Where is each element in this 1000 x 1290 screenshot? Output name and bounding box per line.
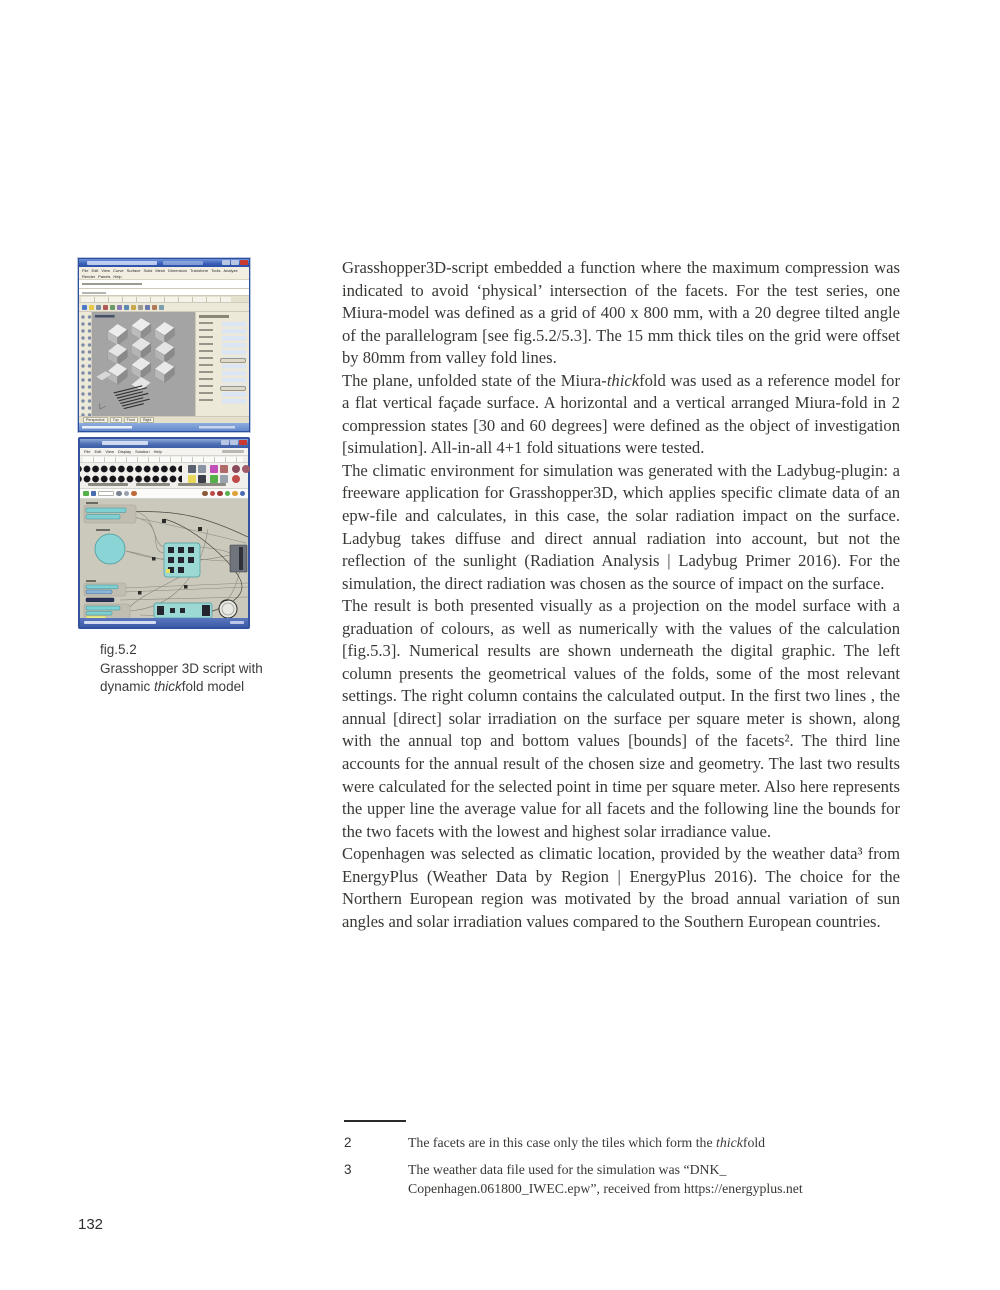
component-icon[interactable]: [220, 465, 228, 473]
footnote-number: 3: [344, 1161, 352, 1177]
rhino-toolbar-tabs[interactable]: [79, 296, 249, 303]
gh-statusbar: [80, 618, 248, 627]
menu-item[interactable]: Render: [82, 273, 96, 279]
viewport-label: [95, 315, 115, 318]
footnotes-list: [344, 1133, 884, 1206]
minimize-icon[interactable]: [222, 260, 230, 265]
gh-menubar[interactable]: [80, 448, 248, 456]
rhino-window-screenshot: [78, 258, 250, 432]
number-slider[interactable]: [86, 606, 120, 610]
menu-item[interactable]: Help: [153, 449, 162, 454]
layer-icon[interactable]: [145, 305, 150, 310]
menu-item[interactable]: Edit: [94, 449, 102, 454]
caption-line: fig.5.2: [100, 642, 137, 657]
caption-line: Grasshopper 3D script with: [100, 660, 263, 676]
rhino-viewport-tabs[interactable]: [79, 416, 249, 424]
gh-definition-graph: [80, 499, 248, 622]
zoom-extents-icon[interactable]: [116, 491, 122, 497]
gh-component-palette[interactable]: [80, 463, 248, 489]
menu-item[interactable]: Surface: [126, 268, 141, 273]
article-text: [342, 257, 900, 933]
solution-status-text: [84, 621, 156, 624]
component-icon[interactable]: [198, 475, 206, 483]
menu-item[interactable]: Transform: [190, 268, 209, 273]
close-icon[interactable]: [239, 440, 247, 445]
print-icon[interactable]: [103, 305, 108, 310]
menu-item[interactable]: Analyze: [223, 268, 238, 273]
shaded-preview-icon[interactable]: [232, 491, 238, 497]
new-document-icon[interactable]: [83, 491, 89, 497]
gh-canvas[interactable]: [80, 499, 248, 618]
group-label: [96, 529, 110, 531]
caption-line: dynamic thickfold model: [100, 679, 245, 694]
panel-icon[interactable]: [188, 475, 196, 483]
grasshopper-window-screenshot: [78, 437, 250, 629]
magnifier-icon[interactable]: [124, 491, 130, 497]
footnote: [344, 1133, 884, 1153]
component-icon[interactable]: [220, 475, 228, 483]
output-panel[interactable]: [230, 545, 247, 572]
galapagos-component[interactable]: [95, 534, 125, 564]
paragraph: Copenhagen was selected as climatic location, provided by the weather data³ from EnergyPlus (Weather Data by Region | EnergyPlus 2016). The choice for the Northern European region was motivated by the broad annual variation of sun angles and solar irradiation values compared to the Southern European countries.: [342, 844, 900, 931]
palette-group-label: [88, 483, 128, 486]
zoom-readout: [230, 621, 244, 624]
component-icon[interactable]: [188, 465, 196, 473]
ladybug-icon[interactable]: [210, 465, 218, 473]
save-icon[interactable]: [96, 305, 101, 310]
viewport-tab[interactable]: Perspective: [83, 417, 108, 424]
number-slider[interactable]: [86, 585, 118, 589]
rhino-tool-sidebar[interactable]: [79, 312, 92, 416]
gh-canvas-toolbar[interactable]: [80, 489, 248, 499]
close-icon[interactable]: [240, 260, 248, 265]
new-file-icon[interactable]: [82, 305, 87, 310]
paragraph: The climatic environment for simulation was generated with the Ladybug-plugin: a freeware application for Grasshopper3D, which applies specific climate data of an epw-file and calculates, in this case, the solar radiation impact on the surface. Ladybug takes diffuse and direct annual radiation into account, but not the reflection of the sunlight (Radiation Analysis | Ladybug Primer 2016). For the simulation, the direct radiation was chosen as the source of impact on the surface.: [342, 460, 900, 593]
document-name-label: [222, 450, 244, 453]
palette-group-label: [136, 483, 170, 486]
viewport-tab[interactable]: Right: [140, 417, 154, 424]
number-slider[interactable]: [86, 508, 126, 513]
footnote-divider: [344, 1120, 406, 1122]
maximize-icon[interactable]: [230, 440, 238, 445]
kangaroo-icon[interactable]: [210, 475, 218, 483]
zoom-icon[interactable]: [124, 305, 129, 310]
rhino-title-text: [87, 261, 157, 265]
menu-item[interactable]: Display: [117, 449, 132, 454]
number-slider[interactable]: [86, 590, 112, 594]
rhino-properties-panel[interactable]: [195, 312, 249, 416]
menu-item[interactable]: Curve: [112, 268, 124, 273]
paragraph: Grasshopper3D-script embedded a function where the maximum compression was indicated to avoid ‘physical’ intersection of the facets. For the test series, one Miura-model was defined as a grid of 400 x 800 mm, with a 20 degree tilted angle of the parallelogram [see fig.5.2/5.3]. The 15 mm thick tiles on the grid were offset by 80mm from valley fold lines.: [342, 258, 900, 368]
viewport-tab[interactable]: Top: [110, 417, 122, 424]
undo-icon[interactable]: [110, 305, 115, 310]
component-icon[interactable]: [232, 475, 240, 483]
footnote: [344, 1160, 884, 1199]
footnote-text: The facets are in this case only the tiles which form the thickfold: [408, 1135, 766, 1150]
pan-icon[interactable]: [117, 305, 122, 310]
wire-display-icon[interactable]: [202, 491, 208, 497]
window-buttons: [221, 440, 247, 445]
component-icon[interactable]: [198, 465, 206, 473]
rhino-command-input[interactable]: [79, 289, 249, 296]
rhino-titlebar: [79, 259, 249, 267]
wireframe-preview-icon[interactable]: [240, 491, 246, 497]
menu-item[interactable]: View: [101, 268, 110, 273]
rhino-menubar[interactable]: [79, 267, 249, 280]
menu-item[interactable]: Tools: [211, 268, 221, 273]
menu-item[interactable]: File: [84, 449, 91, 454]
solver-icon[interactable]: [210, 491, 216, 497]
slider-group[interactable]: [84, 502, 136, 523]
menu-item[interactable]: Edit: [91, 268, 99, 273]
number-slider[interactable]: [86, 612, 112, 616]
render-icon[interactable]: [152, 305, 157, 310]
component-icon[interactable]: [232, 465, 240, 473]
menu-item[interactable]: Solid: [143, 268, 153, 273]
place-button[interactable]: [220, 358, 246, 363]
display-icon[interactable]: [159, 305, 164, 310]
number-slider[interactable]: [86, 515, 120, 520]
sketch-icon[interactable]: [131, 491, 137, 497]
footnote-number: 2: [344, 1135, 352, 1150]
rhino-command-history: [79, 280, 249, 289]
menu-item[interactable]: Solution: [135, 449, 150, 454]
save-icon[interactable]: [91, 491, 97, 497]
menu-item[interactable]: Dimension: [168, 268, 188, 273]
paragraph: The result is both presented visually as a projection on the model surface with a graduation of colours, as well as numerically with the values of the calculation [fig.5.3]. Numerical results are shown underneath the digital graphic. The left column presents the geometrical values of the folds, some of the most relevant settings. The right column contains the calculated output. In the first two lines , the annual [direct] solar irradiation on the surface per square meter is shown, along with the annual top and bottom values [bounds] of the facets². The third line accounts for the annual result of the chosen size and geometry. The last two results were calculated for the selected point in time per square meter. Also here represents the upper line the average value for all facets and the following line the bounds for the two facets with the lowest and highest solar irradiance value.: [342, 596, 900, 841]
figure-caption: [100, 641, 320, 697]
component-icon[interactable]: [242, 465, 250, 473]
viewport-tab[interactable]: Front: [124, 417, 138, 424]
menu-item[interactable]: Mesh: [155, 268, 166, 273]
preview-icon[interactable]: [225, 491, 231, 497]
abort-icon[interactable]: [217, 491, 223, 497]
canvas-compass-widget[interactable]: [219, 600, 237, 618]
palette-group-label: [178, 483, 226, 486]
minimize-icon[interactable]: [221, 440, 229, 445]
page-number: 132: [78, 1216, 104, 1233]
window-buttons: [222, 260, 248, 265]
grasshopper-titlebar: [80, 439, 248, 448]
move-icon[interactable]: [138, 305, 143, 310]
rotate-icon[interactable]: [131, 305, 136, 310]
menu-item[interactable]: View: [105, 449, 114, 454]
menu-item[interactable]: Panels: [98, 273, 111, 279]
value-list[interactable]: [86, 598, 114, 602]
rhino-toolbar[interactable]: [79, 303, 249, 312]
rhino-perspective-viewport[interactable]: [92, 312, 195, 416]
rhino-statusbar: [79, 423, 249, 431]
menu-item[interactable]: Help: [113, 273, 122, 279]
paragraph: The plane, unfolded state of the Miura-thickfold was used as a reference model for a flat vertical façade surface. A horizontal and a vertical arranged Miura-fold in 2 compression states [30 and 60 degrees] were defined as the object of investigation [simulation]. All-in-all 4+1 fold situations were tested.: [342, 370, 900, 458]
fold-column: [155, 322, 175, 383]
component-row[interactable]: [154, 603, 212, 618]
miura-fold-model: [92, 312, 195, 416]
menu-item[interactable]: File: [82, 268, 89, 273]
open-file-icon[interactable]: [89, 305, 94, 310]
zoom-level-box[interactable]: [98, 491, 114, 496]
place-button[interactable]: [220, 386, 246, 391]
component-cluster[interactable]: [164, 543, 200, 577]
maximize-icon[interactable]: [231, 260, 239, 265]
grasshopper-title-text: [102, 441, 148, 445]
gh-component-tabs[interactable]: [80, 456, 248, 463]
footnote-text: The weather data file used for the simulation was “DNK_ Copenhagen.061800_IWEC.epw”, received from https://energyplus.net: [408, 1161, 803, 1196]
